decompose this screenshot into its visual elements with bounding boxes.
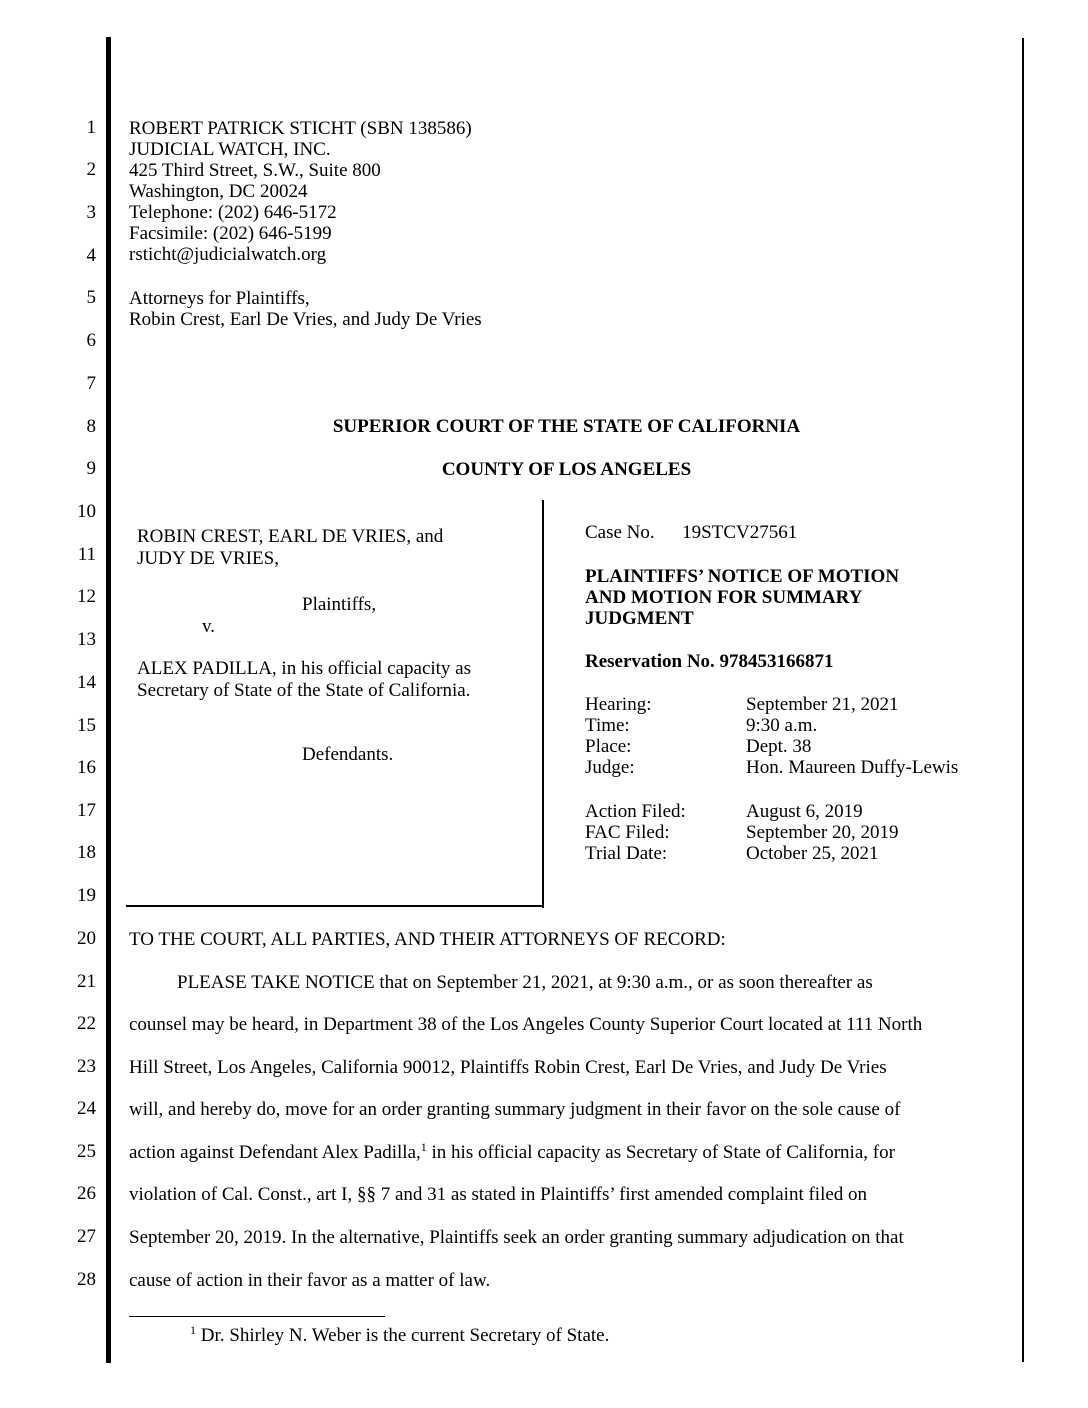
body-line-25 xyxy=(129,1142,895,1163)
action-filed-value: August 6, 2019 xyxy=(746,801,863,822)
firm-name: JUDICIAL WATCH, INC. xyxy=(129,139,331,160)
hearing-details xyxy=(585,694,958,778)
line-number: 21 xyxy=(77,971,96,992)
firm-street: 425 Third Street, S.W., Suite 800 xyxy=(129,160,381,181)
hearing-label: Hearing: xyxy=(585,694,652,715)
body-line-28: cause of action in their favor as a matter of law. xyxy=(129,1270,491,1291)
hearing-value: September 21, 2021 xyxy=(746,694,899,715)
line-number: 4 xyxy=(86,245,96,266)
line-number: 27 xyxy=(77,1226,96,1247)
body-line-26: violation of Cal. Const., art I, §§ 7 and 31 as stated in Plaintiffs’ first amended complaint filed on xyxy=(129,1184,868,1205)
body-line-24: will, and hereby do, move for an order granting summary judgment in their favor on the sole cause of xyxy=(129,1099,901,1120)
firm-city: Washington, DC 20024 xyxy=(129,181,308,202)
attorney-name: ROBERT PATRICK STICHT (SBN 138586) xyxy=(129,118,472,139)
line-number: 7 xyxy=(86,373,96,394)
case-number xyxy=(585,522,797,543)
body-line-22: counsel may be heard, in Department 38 of the Los Angeles County Superior Court located at 111 North xyxy=(129,1014,923,1035)
fac-filed-label: FAC Filed: xyxy=(585,822,670,843)
action-filed-row xyxy=(585,801,899,822)
case-number-value: 19STCV27561 xyxy=(682,522,798,543)
versus-label: v. xyxy=(202,616,216,637)
place-value: Dept. 38 xyxy=(746,736,812,757)
court-name: SUPERIOR COURT OF THE STATE OF CALIFORNIA xyxy=(332,416,801,437)
line-number: 11 xyxy=(77,544,96,565)
line-number: 16 xyxy=(77,757,96,778)
line-number: 9 xyxy=(86,458,96,479)
trial-date-value: October 25, 2021 xyxy=(746,843,879,864)
footnote-mark: 1 xyxy=(190,1323,196,1337)
line-number: 26 xyxy=(77,1183,96,1204)
firm-facsimile: Facsimile: (202) 646-5199 xyxy=(129,223,332,244)
fac-filed-value: September 20, 2019 xyxy=(746,822,899,843)
line-number: 8 xyxy=(86,416,96,437)
place-label: Place: xyxy=(585,736,632,757)
line-number: 17 xyxy=(77,800,96,821)
caption-divider-horizontal xyxy=(126,905,544,907)
line-number: 15 xyxy=(77,715,96,736)
defendants-label: Defendants. xyxy=(302,744,394,765)
line-number: 23 xyxy=(77,1056,96,1077)
pleading-left-margin-rule xyxy=(106,37,111,1363)
defendant-line1: ALEX PADILLA, in his official capacity as xyxy=(137,658,472,679)
caption-divider-vertical xyxy=(542,500,544,908)
salutation: TO THE COURT, ALL PARTIES, AND THEIR ATTORNEYS OF RECORD: xyxy=(129,929,726,950)
footnote-separator xyxy=(129,1316,385,1317)
document-title-line2: AND MOTION FOR SUMMARY xyxy=(585,587,863,608)
body-line-27: September 20, 2019. In the alternative, Plaintiffs seek an order granting summary adjudication on that xyxy=(129,1227,904,1248)
reservation-number: Reservation No. 978453166871 xyxy=(585,651,834,672)
hearing-row xyxy=(585,694,958,715)
plaintiffs-names-line1: ROBIN CREST, EARL DE VRIES, and xyxy=(137,526,444,547)
line-number: 1 xyxy=(86,117,96,138)
attorneys-for-block xyxy=(129,288,482,330)
firm-telephone: Telephone: (202) 646-5172 xyxy=(129,202,337,223)
footnote-reference[interactable]: 1 xyxy=(420,1140,427,1154)
document-title-line1: PLAINTIFFS’ NOTICE OF MOTION xyxy=(585,566,900,587)
court-county: COUNTY OF LOS ANGELES xyxy=(441,459,692,480)
footnote xyxy=(190,1325,609,1346)
line-number: 13 xyxy=(77,629,96,650)
action-filed-label: Action Filed: xyxy=(585,801,686,822)
body-line-21: PLEASE TAKE NOTICE that on September 21, 2021, at 9:30 a.m., or as soon thereafter as xyxy=(177,972,873,993)
place-row xyxy=(585,736,958,757)
line-number: 18 xyxy=(77,842,96,863)
trial-date-label: Trial Date: xyxy=(585,843,668,864)
footnote-text: Dr. Shirley N. Weber is the current Secretary of State. xyxy=(196,1325,610,1346)
judge-value: Hon. Maureen Duffy-Lewis xyxy=(746,757,959,778)
body-line-23: Hill Street, Los Angeles, California 90012, Plaintiffs Robin Crest, Earl De Vries, and Judy De Vries xyxy=(129,1057,887,1078)
line-number: 28 xyxy=(77,1269,96,1290)
attorney-block xyxy=(129,118,472,265)
pleading-right-margin-rule xyxy=(1022,38,1024,1362)
line-number: 6 xyxy=(86,330,96,351)
line-number: 12 xyxy=(77,586,96,607)
line-number: 22 xyxy=(77,1013,96,1034)
body-line-25-before: action against Defendant Alex Padilla, xyxy=(129,1142,421,1163)
line-number: 25 xyxy=(77,1141,96,1162)
line-number: 3 xyxy=(86,202,96,223)
line-number: 24 xyxy=(77,1098,96,1119)
plaintiffs-label: Plaintiffs, xyxy=(302,594,377,615)
line-number: 5 xyxy=(86,287,96,308)
document-title xyxy=(585,566,899,629)
client-names: Robin Crest, Earl De Vries, and Judy De Vries xyxy=(129,309,482,330)
judge-label: Judge: xyxy=(585,757,635,778)
line-number: 20 xyxy=(77,928,96,949)
attorney-email: rsticht@judicialwatch.org xyxy=(129,244,327,265)
plaintiffs-names-line2: JUDY DE VRIES, xyxy=(137,548,279,569)
trial-date-row xyxy=(585,843,899,864)
line-number: 10 xyxy=(77,501,96,522)
line-number: 14 xyxy=(77,672,96,693)
time-row xyxy=(585,715,958,736)
fac-filed-row xyxy=(585,822,899,843)
filing-details xyxy=(585,801,899,864)
line-number: 2 xyxy=(86,159,96,180)
time-value: 9:30 a.m. xyxy=(746,715,818,736)
judge-row xyxy=(585,757,958,778)
defendant-line2: Secretary of State of the State of California. xyxy=(137,680,471,701)
body-line-25-after: in his official capacity as Secretary of State of California, for xyxy=(426,1142,895,1163)
time-label: Time: xyxy=(585,715,630,736)
document-title-line3: JUDGMENT xyxy=(585,608,694,629)
attorneys-for-label: Attorneys for Plaintiffs, xyxy=(129,288,310,309)
case-number-label: Case No. xyxy=(585,522,655,543)
line-number: 19 xyxy=(77,885,96,906)
